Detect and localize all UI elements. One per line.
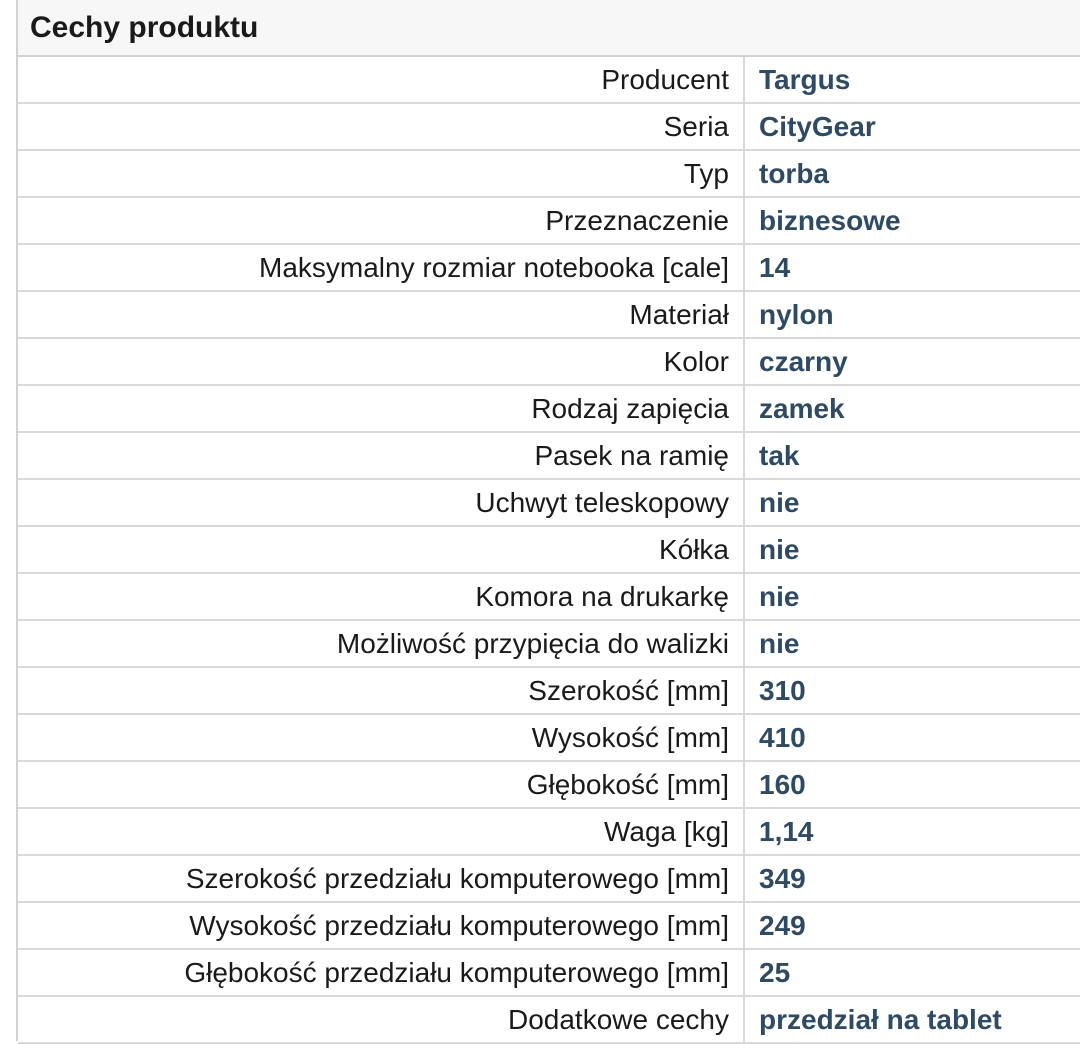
spec-value: 14 xyxy=(759,252,791,283)
spec-row xyxy=(18,762,1080,809)
spec-label: Materiał xyxy=(18,292,745,337)
spec-label: Waga [kg] xyxy=(18,809,745,854)
spec-label: Pasek na ramię xyxy=(18,433,745,478)
spec-label: Wysokość przedziału komputerowego [mm] xyxy=(18,903,745,948)
spec-row xyxy=(18,57,1080,104)
spec-table xyxy=(18,57,1080,1044)
spec-row xyxy=(18,950,1080,997)
spec-row xyxy=(18,433,1080,480)
spec-row xyxy=(18,856,1080,903)
spec-value: nylon xyxy=(759,299,834,330)
spec-row xyxy=(18,809,1080,856)
spec-label: Kolor xyxy=(18,339,745,384)
spec-value: 310 xyxy=(759,675,806,706)
spec-value: CityGear xyxy=(759,111,876,142)
spec-value: biznesowe xyxy=(759,205,901,236)
panel-title: Cechy produktu xyxy=(30,10,259,44)
spec-label: Typ xyxy=(18,151,745,196)
spec-value: przedział na tablet xyxy=(759,1004,1002,1035)
spec-row xyxy=(18,151,1080,198)
spec-value: czarny xyxy=(759,346,848,377)
spec-value: torba xyxy=(759,158,829,189)
spec-label: Szerokość przedziału komputerowego [mm] xyxy=(18,856,745,901)
spec-label: Uchwyt teleskopowy xyxy=(18,480,745,525)
spec-label: Maksymalny rozmiar notebooka [cale] xyxy=(18,245,745,290)
spec-row xyxy=(18,527,1080,574)
spec-value: 249 xyxy=(759,910,806,941)
spec-row xyxy=(18,574,1080,621)
spec-value: nie xyxy=(759,581,800,612)
spec-label: Dodatkowe cechy xyxy=(18,997,745,1042)
product-features-panel xyxy=(16,0,1080,1041)
panel-header xyxy=(18,0,1080,57)
spec-row xyxy=(18,621,1080,668)
spec-row xyxy=(18,997,1080,1044)
spec-row xyxy=(18,386,1080,433)
spec-row xyxy=(18,715,1080,762)
spec-label: Przeznaczenie xyxy=(18,198,745,243)
spec-value: 349 xyxy=(759,863,806,894)
spec-value: zamek xyxy=(759,393,845,424)
spec-value: tak xyxy=(759,440,800,471)
spec-row xyxy=(18,292,1080,339)
spec-label: Kółka xyxy=(18,527,745,572)
spec-row xyxy=(18,198,1080,245)
spec-label: Komora na drukarkę xyxy=(18,574,745,619)
spec-label: Głębokość [mm] xyxy=(18,762,745,807)
spec-row xyxy=(18,480,1080,527)
spec-label: Seria xyxy=(18,104,745,149)
spec-value: Targus xyxy=(759,64,851,95)
spec-value: 160 xyxy=(759,769,806,800)
spec-row xyxy=(18,104,1080,151)
spec-label: Możliwość przypięcia do walizki xyxy=(18,621,745,666)
spec-row xyxy=(18,339,1080,386)
spec-row xyxy=(18,903,1080,950)
spec-value: 410 xyxy=(759,722,806,753)
spec-value: 1,14 xyxy=(759,816,814,847)
spec-row xyxy=(18,668,1080,715)
spec-label: Producent xyxy=(18,57,745,102)
spec-value: nie xyxy=(759,487,800,518)
spec-row xyxy=(18,245,1080,292)
spec-value: nie xyxy=(759,628,800,659)
spec-label: Rodzaj zapięcia xyxy=(18,386,745,431)
spec-label: Głębokość przedziału komputerowego [mm] xyxy=(18,950,745,995)
spec-label: Wysokość [mm] xyxy=(18,715,745,760)
spec-label: Szerokość [mm] xyxy=(18,668,745,713)
spec-value: 25 xyxy=(759,957,791,988)
spec-value: nie xyxy=(759,534,800,565)
